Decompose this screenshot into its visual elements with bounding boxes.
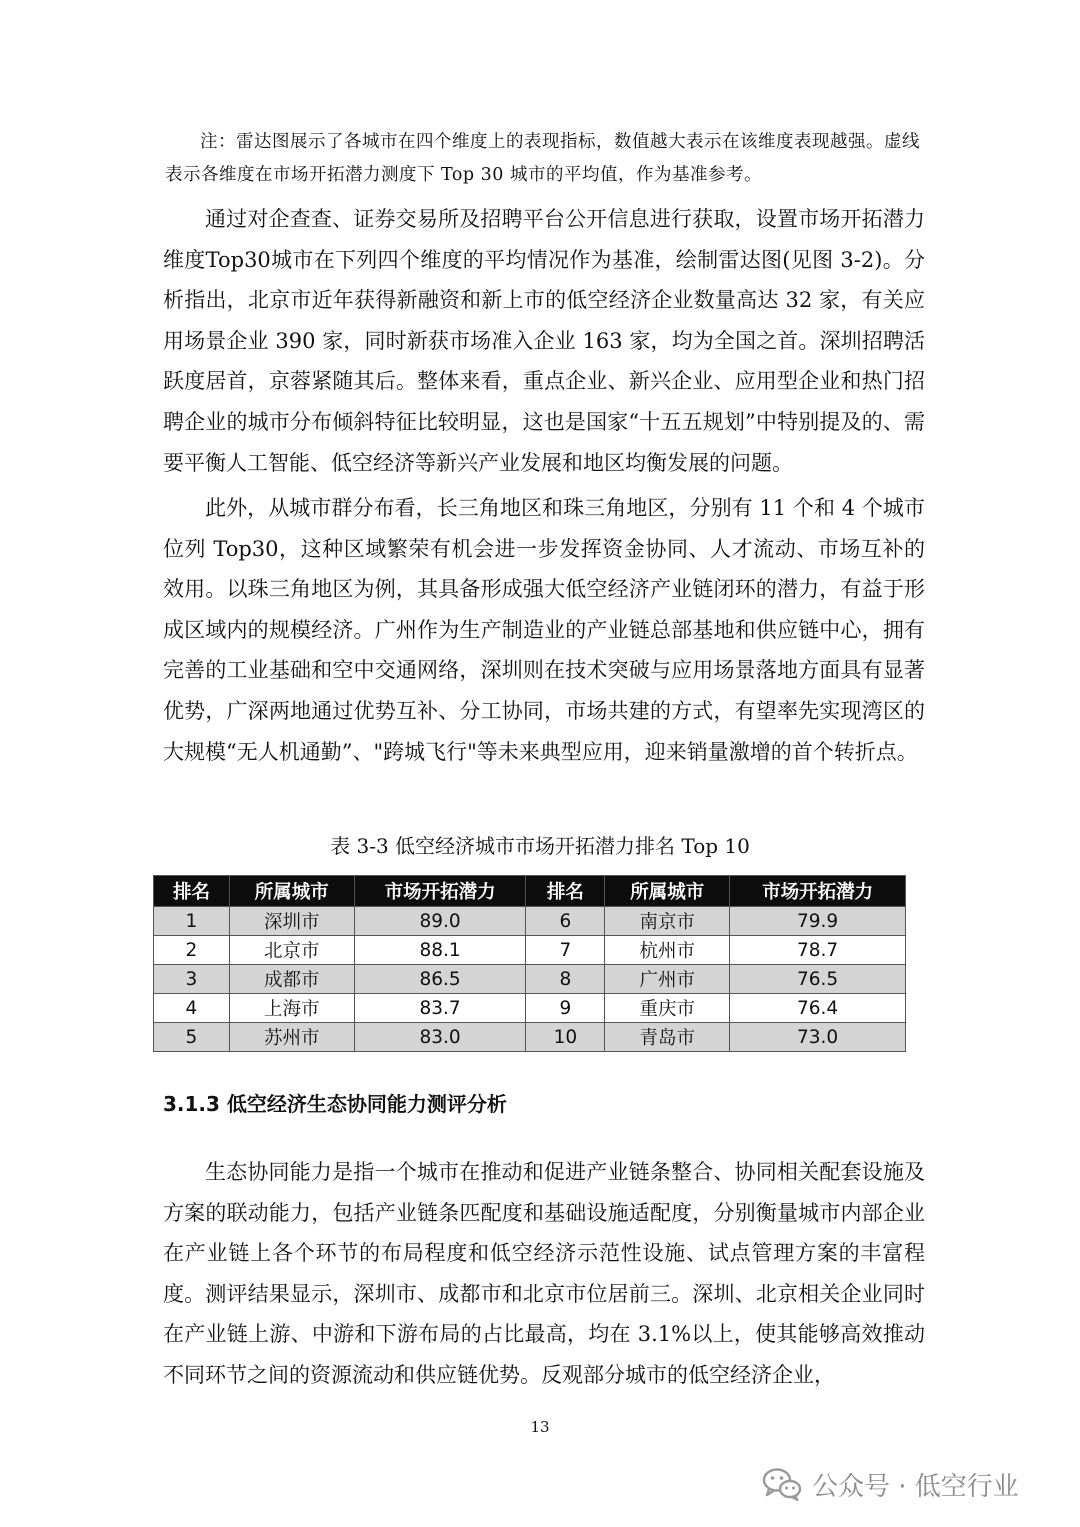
body-paragraph-2: 此外，从城市群分布看，长三角地区和珠三角地区，分别有 11 个和 4 个城市位列 Top30，这种区域繁荣有机会进一步发挥资金协同、人才流动、市场互补的效用。以珠三角地区为例，其具备形成强大低空经济产业链闭环的潜力，有益于形成区域内的规模经济。广州作为生产制造业的产业链总部基地和供应链中心，拥有完善的工业基础和空中交通网络，深圳则在技术突破与应用场景落地方面具有显著优势，广深两地通过优势互补、分工协同，市场共建的方式，有望率先实现湾区的大规模“无人机通勤”、"跨城飞行"等未来典型应用，迎来销量激增的首个转折点。 <box>163 496 925 764</box>
rank-cell: 1 <box>154 907 230 936</box>
header-rank: 排名 <box>154 876 230 907</box>
figure-note-line-1: 注：雷达图展示了各城市在四个维度上的表现指标，数值越大表示在该维度表现越强。虚线 <box>200 132 920 152</box>
figure-note <box>165 126 925 192</box>
rank-cell: 5 <box>154 1023 230 1052</box>
rank-cell: 4 <box>154 994 230 1023</box>
score-cell: 88.1 <box>354 936 526 965</box>
ranking-table <box>153 875 906 1052</box>
rank-cell: 10 <box>526 1023 605 1052</box>
header-city: 所属城市 <box>229 876 354 907</box>
city-cell: 北京市 <box>229 936 354 965</box>
table-caption: 表 3-3 低空经济城市市场开拓潜力排名 Top 10 <box>330 834 750 858</box>
watermark-text: 公众号 · 低空行业 <box>812 1471 1019 1502</box>
score-cell: 86.5 <box>354 965 526 994</box>
table-row <box>154 907 906 936</box>
city-cell: 上海市 <box>229 994 354 1023</box>
section-heading: 3.1.3 低空经济生态协同能力测评分析 <box>163 1092 507 1116</box>
city-cell: 成都市 <box>229 965 354 994</box>
score-cell: 83.7 <box>354 994 526 1023</box>
header-rank: 排名 <box>526 876 605 907</box>
city-cell: 南京市 <box>605 907 730 936</box>
rank-cell: 7 <box>526 936 605 965</box>
rank-cell: 3 <box>154 965 230 994</box>
watermark <box>762 1456 1019 1512</box>
rank-cell: 6 <box>526 907 605 936</box>
rank-cell: 2 <box>154 936 230 965</box>
header-city: 所属城市 <box>605 876 730 907</box>
score-cell: 83.0 <box>354 1023 526 1052</box>
city-cell: 青岛市 <box>605 1023 730 1052</box>
score-cell: 79.9 <box>730 907 906 936</box>
rank-cell: 9 <box>526 994 605 1023</box>
city-cell: 重庆市 <box>605 994 730 1023</box>
score-cell: 76.4 <box>730 994 906 1023</box>
table-row <box>154 994 906 1023</box>
table-header-row <box>154 876 906 907</box>
score-cell: 89.0 <box>354 907 526 936</box>
body-paragraph-1: 通过对企查查、证券交易所及招聘平台公开信息进行获取，设置市场开拓潜力维度Top30城市在下列四个维度的平均情况作为基准，绘制雷达图(见图 3-2)。分析指出，北京市近年获得新融资和新上市的低空经济企业数量高达 32 家，有关应用场景企业 390 家，同时新获市场准入企业 163 家，均为全国之首。深圳招聘活跃度居首，京蓉紧随其后。整体来看，重点企业、新兴企业、应用型企业和热门招聘企业的城市分布倾斜特征比较明显，这也是国家“十五五规划”中特别提及的、需要平衡人工智能、低空经济等新兴产业发展和地区均衡发展的问题。 <box>163 207 925 475</box>
header-score: 市场开拓潜力 <box>354 876 526 907</box>
wechat-icon <box>762 1467 802 1501</box>
body-paragraph-3: 生态协同能力是指一个城市在推动和促进产业链条整合、协同相关配套设施及方案的联动能力，包括产业链条匹配度和基础设施适配度，分别衡量城市内部企业在产业链上各个环节的布局程度和低空经济示范性设施、试点管理方案的丰富程度。测评结果显示，深圳市、成都市和北京市位居前三。深圳、北京相关企业同时在产业链上游、中游和下游布局的占比最高，均在 3.1%以上，使其能够高效推动不同环节之间的资源流动和供应链优势。反观部分城市的低空经济企业， <box>163 1160 925 1387</box>
city-cell: 苏州市 <box>229 1023 354 1052</box>
city-cell: 深圳市 <box>229 907 354 936</box>
city-cell: 杭州市 <box>605 936 730 965</box>
table-row <box>154 936 906 965</box>
rank-cell: 8 <box>526 965 605 994</box>
figure-note-line-2: 表示各维度在市场开拓潜力测度下 Top 30 城市的平均值，作为基准参考。 <box>165 165 763 185</box>
city-cell: 广州市 <box>605 965 730 994</box>
score-cell: 73.0 <box>730 1023 906 1052</box>
page-number: 13 <box>530 1418 550 1436</box>
score-cell: 76.5 <box>730 965 906 994</box>
table-row <box>154 965 906 994</box>
header-score: 市场开拓潜力 <box>730 876 906 907</box>
table-row <box>154 1023 906 1052</box>
score-cell: 78.7 <box>730 936 906 965</box>
